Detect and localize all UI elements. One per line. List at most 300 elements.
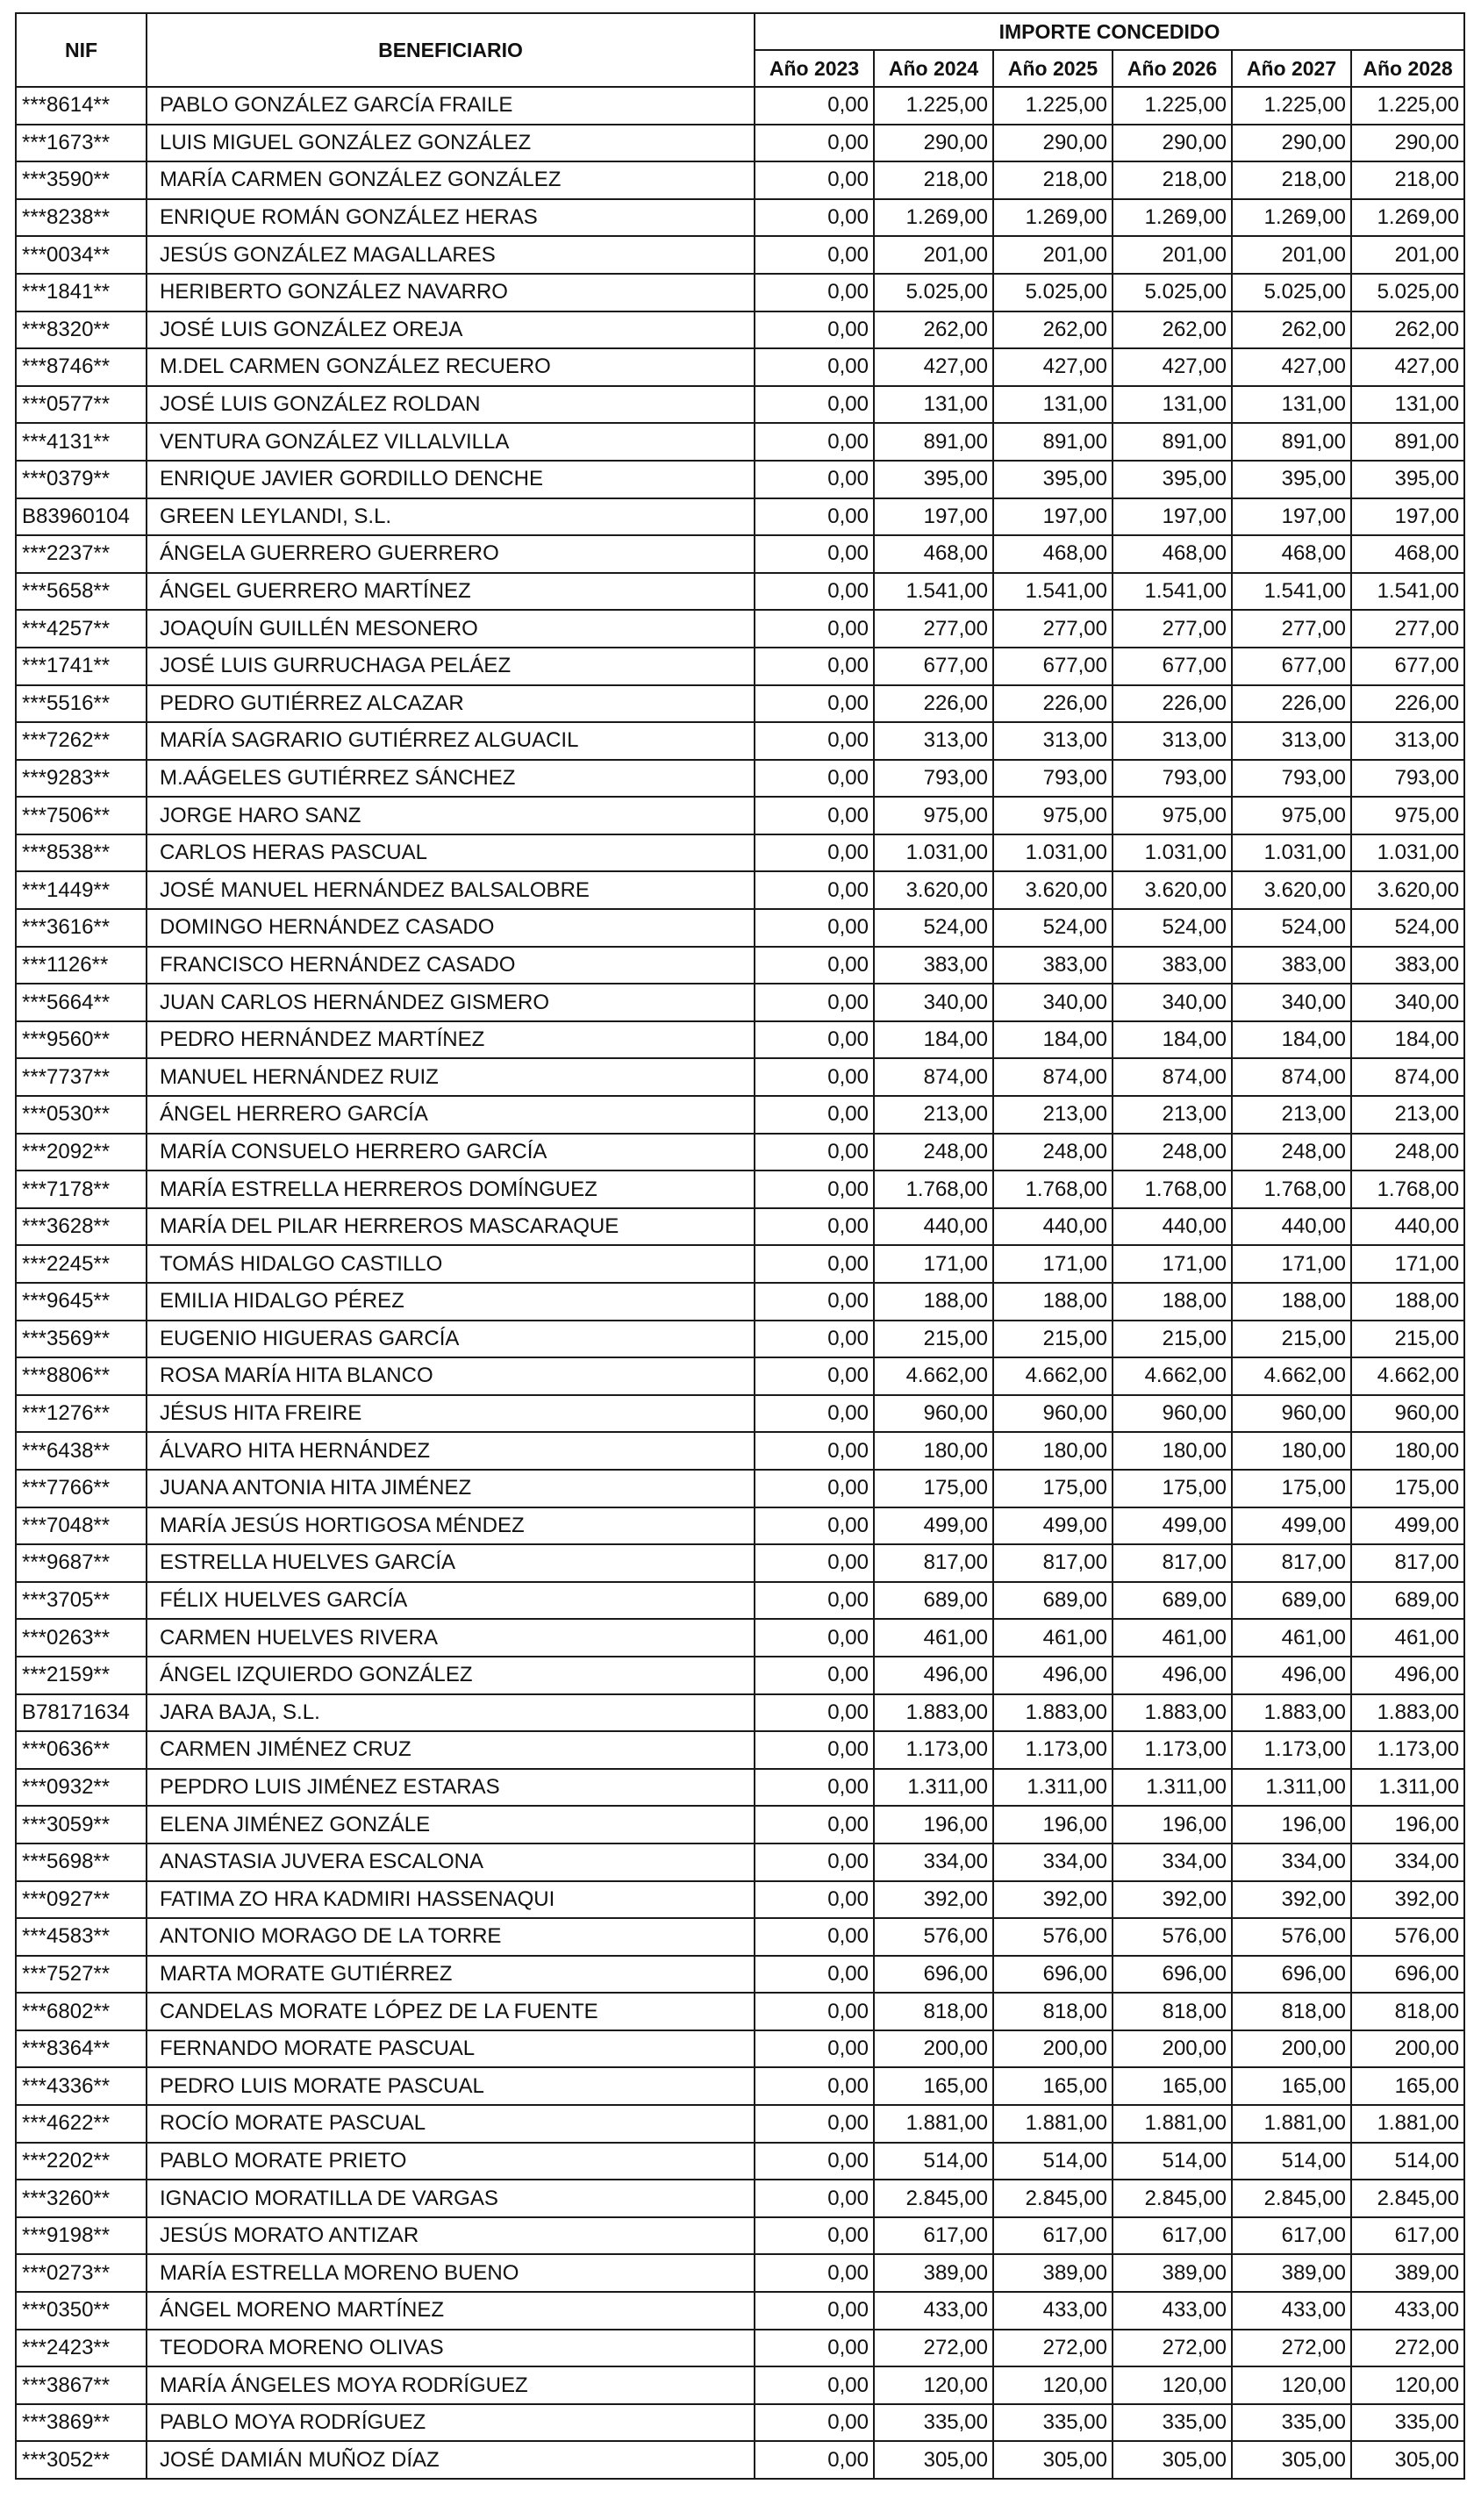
amount-2024-cell: 290,00 [874,125,993,162]
amount-2027-cell: 514,00 [1232,2143,1351,2180]
amount-2025-cell: 1.311,00 [993,1769,1113,1807]
amount-2024-cell: 389,00 [874,2254,993,2292]
amount-2027-cell: 165,00 [1232,2067,1351,2105]
amount-2028-cell: 1.883,00 [1351,1694,1464,1732]
amount-2024-cell: 226,00 [874,685,993,723]
nif-cell: ***1741** [16,648,147,685]
amount-2026-cell: 1.768,00 [1113,1171,1232,1208]
amount-2026-cell: 468,00 [1113,535,1232,573]
beneficiario-cell: MARÍA CARMEN GONZÁLEZ GONZÁLEZ [147,161,755,199]
nif-cell: ***9283** [16,760,147,798]
amount-2025-cell: 175,00 [993,1470,1113,1507]
nif-cell: ***8806** [16,1357,147,1395]
nif-cell: ***7766** [16,1470,147,1507]
amount-2023-cell: 0,00 [755,2180,874,2217]
nif-cell: ***9687** [16,1544,147,1582]
amount-2023-cell: 0,00 [755,871,874,909]
amount-2027-cell: 226,00 [1232,685,1351,723]
nif-cell: ***3869** [16,2404,147,2442]
amount-2024-cell: 468,00 [874,535,993,573]
amount-2027-cell: 395,00 [1232,461,1351,498]
amount-2025-cell: 171,00 [993,1245,1113,1283]
amount-2027-cell: 496,00 [1232,1657,1351,1694]
amount-2023-cell: 0,00 [755,461,874,498]
amount-2027-cell: 576,00 [1232,1918,1351,1956]
amount-2023-cell: 0,00 [755,1769,874,1807]
amount-2025-cell: 218,00 [993,161,1113,199]
nif-cell: ***1126** [16,947,147,984]
amount-2024-cell: 1.225,00 [874,87,993,125]
header-year-2025: Año 2025 [993,50,1113,87]
amount-2025-cell: 196,00 [993,1806,1113,1843]
table-row [16,1993,1464,2030]
amount-2024-cell: 392,00 [874,1881,993,1919]
amount-2028-cell: 248,00 [1351,1134,1464,1171]
amount-2025-cell: 5.025,00 [993,274,1113,311]
amount-2028-cell: 201,00 [1351,236,1464,274]
amount-2027-cell: 1.311,00 [1232,1769,1351,1807]
amount-2024-cell: 1.311,00 [874,1769,993,1807]
amount-2024-cell: 5.025,00 [874,274,993,311]
amount-2026-cell: 334,00 [1113,1843,1232,1881]
amount-2025-cell: 677,00 [993,648,1113,685]
beneficiario-cell: JOSÉ LUIS GONZÁLEZ OREJA [147,311,755,349]
nif-cell: ***0932** [16,1769,147,1807]
amount-2024-cell: 218,00 [874,161,993,199]
amount-2026-cell: 2.845,00 [1113,2180,1232,2217]
amount-2024-cell: 617,00 [874,2217,993,2255]
nif-cell: ***3705** [16,1582,147,1620]
beneficiario-cell: EUGENIO HIGUERAS GARCÍA [147,1321,755,1358]
nif-cell: ***0263** [16,1619,147,1657]
header-year-2026: Año 2026 [1113,50,1232,87]
beneficiario-cell: VENTURA GONZÁLEZ VILLALVILLA [147,423,755,461]
amount-2024-cell: 818,00 [874,1993,993,2030]
nif-cell: ***2202** [16,2143,147,2180]
amount-2026-cell: 392,00 [1113,1881,1232,1919]
amount-2024-cell: 514,00 [874,2143,993,2180]
amount-2027-cell: 215,00 [1232,1321,1351,1358]
amount-2024-cell: 313,00 [874,722,993,760]
table-row [16,2441,1464,2479]
amount-2026-cell: 5.025,00 [1113,274,1232,311]
table-row [16,1694,1464,1732]
amount-2026-cell: 874,00 [1113,1058,1232,1096]
amount-2027-cell: 184,00 [1232,1021,1351,1059]
nif-cell: ***3059** [16,1806,147,1843]
amount-2025-cell: 197,00 [993,498,1113,536]
table-row [16,2217,1464,2255]
amount-2028-cell: 196,00 [1351,1806,1464,1843]
beneficiario-cell: EMILIA HIDALGO PÉREZ [147,1283,755,1321]
amount-2024-cell: 689,00 [874,1582,993,1620]
table-row [16,1731,1464,1769]
amount-2028-cell: 440,00 [1351,1208,1464,1246]
table-row [16,1134,1464,1171]
amount-2024-cell: 1.173,00 [874,1731,993,1769]
amount-2027-cell: 1.225,00 [1232,87,1351,125]
table-row [16,610,1464,648]
amount-2027-cell: 120,00 [1232,2366,1351,2404]
amount-2027-cell: 272,00 [1232,2330,1351,2367]
amount-2023-cell: 0,00 [755,2254,874,2292]
nif-cell: ***8538** [16,834,147,872]
amount-2024-cell: 975,00 [874,797,993,834]
beneficiario-cell: JOSÉ DAMIÁN MUÑOZ DÍAZ [147,2441,755,2479]
amount-2026-cell: 440,00 [1113,1208,1232,1246]
amount-2026-cell: 335,00 [1113,2404,1232,2442]
beneficiario-cell: ÁNGEL MORENO MARTÍNEZ [147,2292,755,2330]
amount-2027-cell: 340,00 [1232,984,1351,1021]
beneficiario-cell: ÁNGEL GUERRERO MARTÍNEZ [147,573,755,611]
amount-2025-cell: 335,00 [993,2404,1113,2442]
amount-2028-cell: 188,00 [1351,1283,1464,1321]
amount-2024-cell: 1.269,00 [874,199,993,237]
amount-2027-cell: 262,00 [1232,311,1351,349]
amount-2028-cell: 1.225,00 [1351,87,1464,125]
beneficiario-cell: TOMÁS HIDALGO CASTILLO [147,1245,755,1283]
beneficiario-cell: JESÚS GONZÁLEZ MAGALLARES [147,236,755,274]
beneficiario-cell: MARÍA JESÚS HORTIGOSA MÉNDEZ [147,1507,755,1545]
amount-2027-cell: 499,00 [1232,1507,1351,1545]
amount-2028-cell: 677,00 [1351,648,1464,685]
amount-2024-cell: 2.845,00 [874,2180,993,2217]
table-row [16,498,1464,536]
amount-2023-cell: 0,00 [755,1731,874,1769]
nif-cell: ***0636** [16,1731,147,1769]
amount-2025-cell: 496,00 [993,1657,1113,1694]
amount-2024-cell: 496,00 [874,1657,993,1694]
amount-2026-cell: 960,00 [1113,1395,1232,1433]
beneficiario-cell: FERNANDO MORATE PASCUAL [147,2030,755,2068]
amount-2026-cell: 514,00 [1113,2143,1232,2180]
table-row [16,1245,1464,1283]
table-row [16,1619,1464,1657]
beneficiario-cell: ESTRELLA HUELVES GARCÍA [147,1544,755,1582]
amount-2028-cell: 689,00 [1351,1582,1464,1620]
amount-2024-cell: 1.883,00 [874,1694,993,1732]
amount-2023-cell: 0,00 [755,2030,874,2068]
amount-2027-cell: 188,00 [1232,1283,1351,1321]
table-row [16,2366,1464,2404]
amount-2025-cell: 334,00 [993,1843,1113,1881]
amount-2023-cell: 0,00 [755,1058,874,1096]
amount-2026-cell: 218,00 [1113,161,1232,199]
table-row [16,2105,1464,2143]
amount-2023-cell: 0,00 [755,1321,874,1358]
beneficiario-cell: CARMEN HUELVES RIVERA [147,1619,755,1657]
table-row [16,1470,1464,1507]
nif-cell: ***3628** [16,1208,147,1246]
amount-2025-cell: 576,00 [993,1918,1113,1956]
nif-cell: ***0530** [16,1096,147,1134]
amount-2025-cell: 975,00 [993,797,1113,834]
nif-cell: ***5698** [16,1843,147,1881]
amount-2027-cell: 874,00 [1232,1058,1351,1096]
amount-2023-cell: 0,00 [755,2404,874,2442]
amount-2028-cell: 818,00 [1351,1993,1464,2030]
amount-2028-cell: 1.768,00 [1351,1171,1464,1208]
beneficiario-cell: JOSÉ MANUEL HERNÁNDEZ BALSALOBRE [147,871,755,909]
amount-2025-cell: 817,00 [993,1544,1113,1582]
nif-cell: ***0350** [16,2292,147,2330]
amount-2028-cell: 576,00 [1351,1918,1464,1956]
nif-cell: ***9560** [16,1021,147,1059]
amount-2028-cell: 200,00 [1351,2030,1464,2068]
amount-2023-cell: 0,00 [755,2143,874,2180]
amount-2024-cell: 165,00 [874,2067,993,2105]
amount-2024-cell: 960,00 [874,1395,993,1433]
amount-2023-cell: 0,00 [755,311,874,349]
amount-2026-cell: 188,00 [1113,1283,1232,1321]
nif-cell: ***0034** [16,236,147,274]
amount-2025-cell: 1.173,00 [993,1731,1113,1769]
amount-2027-cell: 213,00 [1232,1096,1351,1134]
amount-2024-cell: 215,00 [874,1321,993,1358]
table-row [16,1357,1464,1395]
nif-cell: ***3590** [16,161,147,199]
amount-2027-cell: 277,00 [1232,610,1351,648]
amount-2027-cell: 175,00 [1232,1470,1351,1507]
amount-2026-cell: 290,00 [1113,125,1232,162]
amount-2026-cell: 277,00 [1113,610,1232,648]
amount-2026-cell: 496,00 [1113,1657,1232,1694]
amount-2024-cell: 248,00 [874,1134,993,1171]
header-year-2023: Año 2023 [755,50,874,87]
table-row [16,1058,1464,1096]
amount-2027-cell: 818,00 [1232,1993,1351,2030]
amount-2026-cell: 272,00 [1113,2330,1232,2367]
amount-2025-cell: 1.269,00 [993,199,1113,237]
amount-2027-cell: 196,00 [1232,1806,1351,1843]
beneficiario-cell: PEDRO HERNÁNDEZ MARTÍNEZ [147,1021,755,1059]
table-row [16,1881,1464,1919]
amount-2025-cell: 3.620,00 [993,871,1113,909]
beneficiario-cell: MARTA MORATE GUTIÉRREZ [147,1956,755,1994]
amount-2023-cell: 0,00 [755,2292,874,2330]
amount-2026-cell: 313,00 [1113,722,1232,760]
amount-2023-cell: 0,00 [755,2067,874,2105]
amount-2023-cell: 0,00 [755,386,874,424]
beneficiario-cell: MARÍA ÁNGELES MOYA RODRÍGUEZ [147,2366,755,2404]
amount-2024-cell: 175,00 [874,1470,993,1507]
table-row [16,274,1464,311]
header-beneficiario: BENEFICIARIO [147,13,755,87]
amount-2023-cell: 0,00 [755,535,874,573]
amount-2027-cell: 1.031,00 [1232,834,1351,872]
table-row [16,1507,1464,1545]
amount-2027-cell: 334,00 [1232,1843,1351,1881]
table-row [16,125,1464,162]
amount-2024-cell: 817,00 [874,1544,993,1582]
amount-2025-cell: 818,00 [993,1993,1113,2030]
nif-cell: ***0577** [16,386,147,424]
beneficiario-cell: ÁNGEL HERRERO GARCÍA [147,1096,755,1134]
amount-2027-cell: 960,00 [1232,1395,1351,1433]
amount-2026-cell: 197,00 [1113,498,1232,536]
amount-2024-cell: 171,00 [874,1245,993,1283]
nif-cell: ***0927** [16,1881,147,1919]
amount-2023-cell: 0,00 [755,1843,874,1881]
amount-2024-cell: 305,00 [874,2441,993,2479]
amount-2023-cell: 0,00 [755,1096,874,1134]
amount-2027-cell: 891,00 [1232,423,1351,461]
amount-2026-cell: 617,00 [1113,2217,1232,2255]
beneficiario-cell: MARÍA CONSUELO HERRERO GARCÍA [147,1134,755,1171]
table-row [16,1171,1464,1208]
amount-2027-cell: 4.662,00 [1232,1357,1351,1395]
beneficiario-cell: ÁNGEL IZQUIERDO GONZÁLEZ [147,1657,755,1694]
amount-2025-cell: 272,00 [993,2330,1113,2367]
amount-2028-cell: 389,00 [1351,2254,1464,2292]
amount-2025-cell: 524,00 [993,909,1113,947]
amount-2028-cell: 313,00 [1351,722,1464,760]
table-row [16,461,1464,498]
amount-2024-cell: 395,00 [874,461,993,498]
amount-2026-cell: 248,00 [1113,1134,1232,1171]
beneficiario-cell: HERIBERTO GONZÁLEZ NAVARRO [147,274,755,311]
beneficiario-cell: M.DEL CARMEN GONZÁLEZ RECUERO [147,348,755,386]
amount-2028-cell: 277,00 [1351,610,1464,648]
beneficiario-cell: ÁLVARO HITA HERNÁNDEZ [147,1432,755,1470]
amount-2028-cell: 335,00 [1351,2404,1464,2442]
amount-2023-cell: 0,00 [755,1918,874,1956]
amount-2027-cell: 200,00 [1232,2030,1351,2068]
beneficiario-cell: LUIS MIGUEL GONZÁLEZ GONZÁLEZ [147,125,755,162]
amount-2028-cell: 218,00 [1351,161,1464,199]
amount-2024-cell: 335,00 [874,2404,993,2442]
amount-2028-cell: 524,00 [1351,909,1464,947]
beneficiario-cell: ANTONIO MORAGO DE LA TORRE [147,1918,755,1956]
amount-2027-cell: 433,00 [1232,2292,1351,2330]
amount-2026-cell: 305,00 [1113,2441,1232,2479]
beneficiario-cell: ENRIQUE ROMÁN GONZÁLEZ HERAS [147,199,755,237]
amount-2023-cell: 0,00 [755,274,874,311]
nif-cell: ***2237** [16,535,147,573]
amount-2027-cell: 689,00 [1232,1582,1351,1620]
amount-2027-cell: 248,00 [1232,1134,1351,1171]
beneficiario-cell: CARLOS HERAS PASCUAL [147,834,755,872]
nif-cell: ***8614** [16,87,147,125]
amount-2023-cell: 0,00 [755,1544,874,1582]
amount-2028-cell: 215,00 [1351,1321,1464,1358]
amount-2023-cell: 0,00 [755,236,874,274]
amount-2026-cell: 180,00 [1113,1432,1232,1470]
amount-2023-cell: 0,00 [755,1657,874,1694]
amount-2023-cell: 0,00 [755,947,874,984]
amount-2023-cell: 0,00 [755,498,874,536]
amount-2027-cell: 305,00 [1232,2441,1351,2479]
amount-2027-cell: 218,00 [1232,161,1351,199]
amount-2025-cell: 277,00 [993,610,1113,648]
amount-2023-cell: 0,00 [755,423,874,461]
table-row [16,1769,1464,1807]
amount-2025-cell: 461,00 [993,1619,1113,1657]
amount-2026-cell: 4.662,00 [1113,1357,1232,1395]
amount-2028-cell: 1.269,00 [1351,199,1464,237]
amount-2027-cell: 817,00 [1232,1544,1351,1582]
amount-2023-cell: 0,00 [755,1507,874,1545]
amount-2025-cell: 165,00 [993,2067,1113,2105]
beneficiario-cell: JOSÉ LUIS GONZÁLEZ ROLDAN [147,386,755,424]
beneficiario-cell: M.AÁGELES GUTIÉRREZ SÁNCHEZ [147,760,755,798]
amount-2028-cell: 496,00 [1351,1657,1464,1694]
beneficiario-cell: ANASTASIA JUVERA ESCALONA [147,1843,755,1881]
amount-2025-cell: 1.768,00 [993,1171,1113,1208]
amount-2028-cell: 197,00 [1351,498,1464,536]
amount-2025-cell: 200,00 [993,2030,1113,2068]
nif-cell: ***5664** [16,984,147,1021]
amount-2023-cell: 0,00 [755,1432,874,1470]
amount-2027-cell: 392,00 [1232,1881,1351,1919]
nif-cell: ***1449** [16,871,147,909]
amount-2028-cell: 499,00 [1351,1507,1464,1545]
header-year-2024: Año 2024 [874,50,993,87]
amount-2024-cell: 197,00 [874,498,993,536]
amount-2025-cell: 180,00 [993,1432,1113,1470]
amount-2027-cell: 793,00 [1232,760,1351,798]
amount-2024-cell: 576,00 [874,1918,993,1956]
nif-cell: ***7737** [16,1058,147,1096]
nif-cell: ***4583** [16,1918,147,1956]
nif-cell: ***2159** [16,1657,147,1694]
beneficiario-cell: JARA BAJA, S.L. [147,1694,755,1732]
amount-2026-cell: 427,00 [1113,348,1232,386]
nif-cell: ***4131** [16,423,147,461]
amount-2027-cell: 180,00 [1232,1432,1351,1470]
amount-2028-cell: 175,00 [1351,1470,1464,1507]
amount-2026-cell: 793,00 [1113,760,1232,798]
amount-2027-cell: 461,00 [1232,1619,1351,1657]
nif-cell: ***5658** [16,573,147,611]
amount-2023-cell: 0,00 [755,1208,874,1246]
amount-2024-cell: 272,00 [874,2330,993,2367]
amount-2024-cell: 188,00 [874,1283,993,1321]
amount-2026-cell: 461,00 [1113,1619,1232,1657]
amount-2023-cell: 0,00 [755,760,874,798]
amount-2028-cell: 874,00 [1351,1058,1464,1096]
amount-2028-cell: 2.845,00 [1351,2180,1464,2217]
nif-cell: ***7262** [16,722,147,760]
amount-2024-cell: 677,00 [874,648,993,685]
amount-2023-cell: 0,00 [755,648,874,685]
nif-cell: ***2245** [16,1245,147,1283]
amount-2027-cell: 1.269,00 [1232,199,1351,237]
beneficiario-cell: JORGE HARO SANZ [147,797,755,834]
amount-2026-cell: 131,00 [1113,386,1232,424]
amount-2023-cell: 0,00 [755,1956,874,1994]
amount-2025-cell: 313,00 [993,722,1113,760]
amount-2025-cell: 440,00 [993,1208,1113,1246]
amount-2023-cell: 0,00 [755,1881,874,1919]
beneficiario-cell: PEDRO LUIS MORATE PASCUAL [147,2067,755,2105]
amount-2024-cell: 1.768,00 [874,1171,993,1208]
beneficiario-cell: PABLO MORATE PRIETO [147,2143,755,2180]
beneficiario-cell: FATIMA ZO HRA KADMIRI HASSENAQUI [147,1881,755,1919]
amount-2028-cell: 171,00 [1351,1245,1464,1283]
nif-cell: ***3260** [16,2180,147,2217]
amount-2027-cell: 677,00 [1232,648,1351,685]
amount-2026-cell: 340,00 [1113,984,1232,1021]
nif-cell: ***2092** [16,1134,147,1171]
beneficiario-cell: IGNACIO MORATILLA DE VARGAS [147,2180,755,2217]
amount-2027-cell: 197,00 [1232,498,1351,536]
beneficiario-cell: JOSÉ LUIS GURRUCHAGA PELÁEZ [147,648,755,685]
table-row [16,161,1464,199]
amount-2026-cell: 1.173,00 [1113,1731,1232,1769]
table-row [16,1843,1464,1881]
amount-2023-cell: 0,00 [755,1619,874,1657]
